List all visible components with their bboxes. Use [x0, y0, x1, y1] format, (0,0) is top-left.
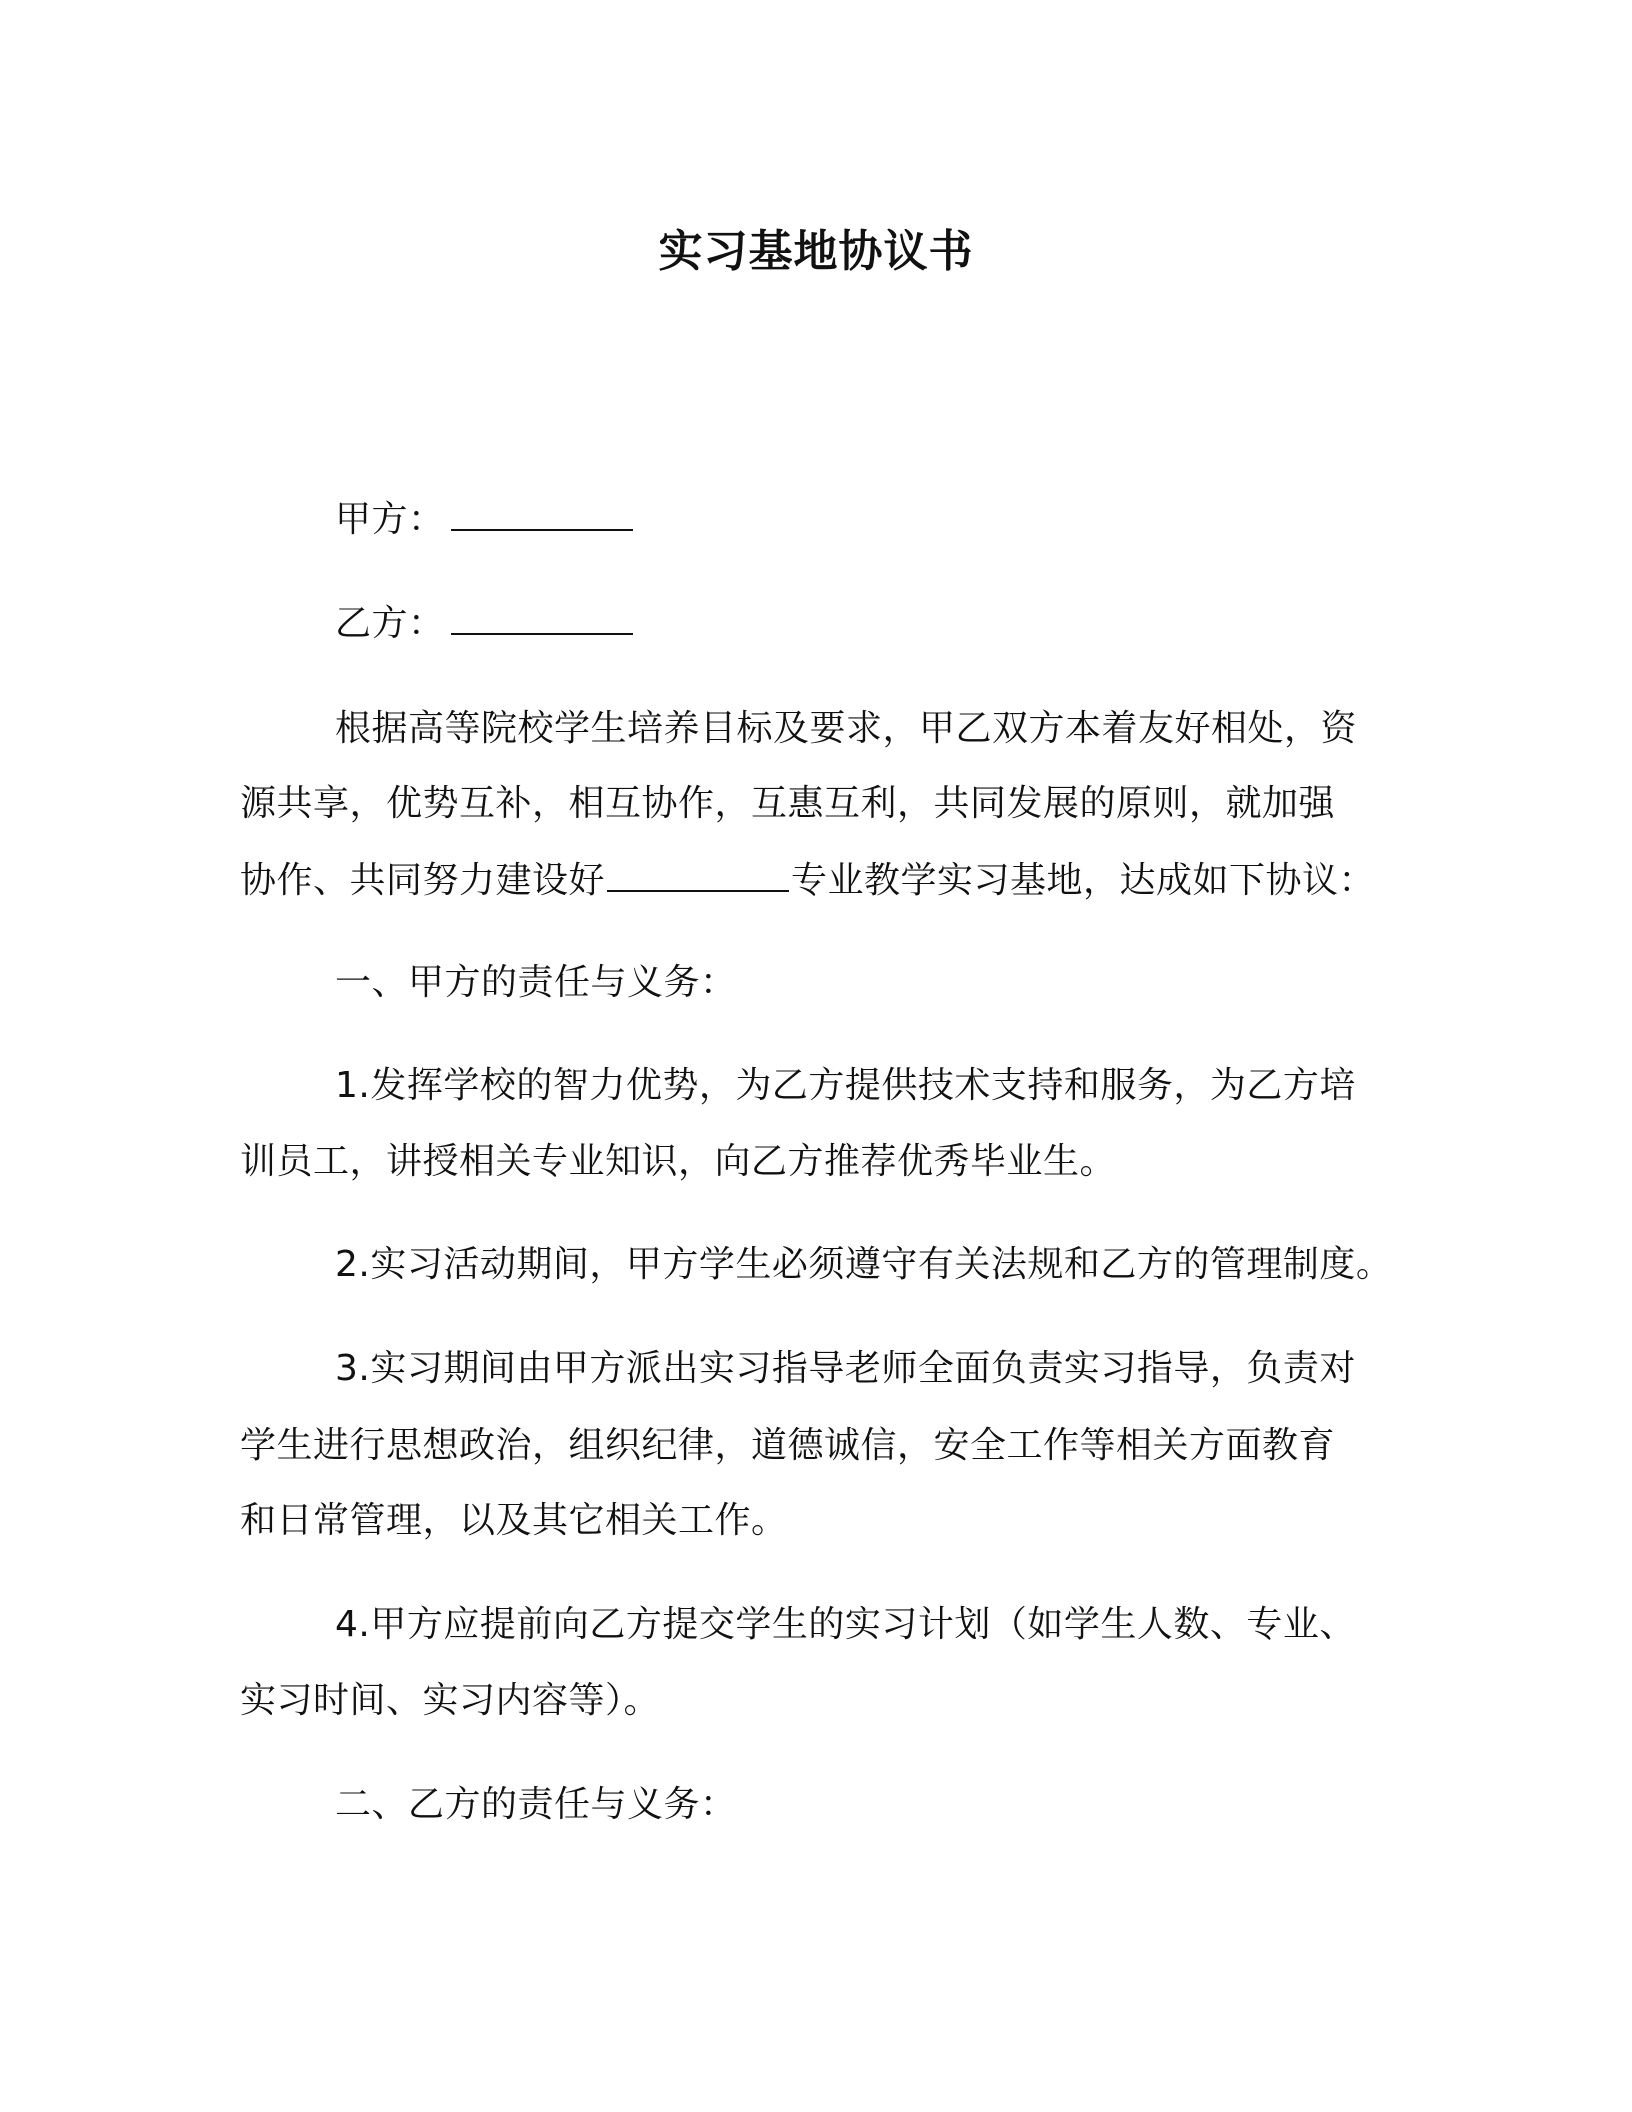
intro-line-3-after: 专业教学实习基地，达成如下协议：: [791, 860, 1376, 901]
party-b-label: 乙方：: [335, 603, 445, 644]
section1-item3-line3: 和日常管理，以及其它相关工作。: [240, 1500, 788, 1541]
section1-item4-line1: 4.甲方应提前向乙方提交学生的实习计划（如学生人数、专业、: [335, 1604, 1356, 1645]
intro-line-2: 源共享，优势互补，相互协作，互惠互利，共同发展的原则，就加强: [240, 783, 1336, 824]
section1-item1-line2: 训员工，讲授相关专业知识，向乙方推荐优秀毕业生。: [240, 1141, 1117, 1182]
section1-item3-line1: 3.实习期间由甲方派出实习指导老师全面负责实习指导，负责对: [335, 1348, 1356, 1389]
section1-item3-line2: 学生进行思想政治，组织纪律，道德诚信，安全工作等相关方面教育: [240, 1425, 1336, 1466]
section1-item1-line1: 1.发挥学校的智力优势，为乙方提供技术支持和服务，为乙方培: [335, 1065, 1356, 1106]
party-b-blank: [451, 603, 633, 635]
section1-heading: 一、甲方的责任与义务：: [335, 962, 737, 1003]
party-a-line: [335, 495, 633, 545]
party-a-blank: [451, 499, 633, 531]
section2-heading: 二、乙方的责任与义务：: [335, 1784, 737, 1825]
section1-item4-line2: 实习时间、实习内容等）。: [240, 1680, 661, 1721]
intro-line-1: 根据高等院校学生培养目标及要求，甲乙双方本着友好相处，资: [335, 708, 1358, 749]
document-title: 实习基地协议书: [658, 226, 974, 277]
intro-line-3-before: 协作、共同努力建设好: [240, 860, 606, 901]
section1-item2-line1: 2.实习活动期间，甲方学生必须遵守有关法规和乙方的管理制度。: [335, 1244, 1393, 1285]
party-b-line: [335, 599, 633, 649]
party-a-label: 甲方：: [335, 499, 445, 540]
major-blank: [607, 860, 789, 892]
intro-line-3: [240, 856, 1375, 906]
